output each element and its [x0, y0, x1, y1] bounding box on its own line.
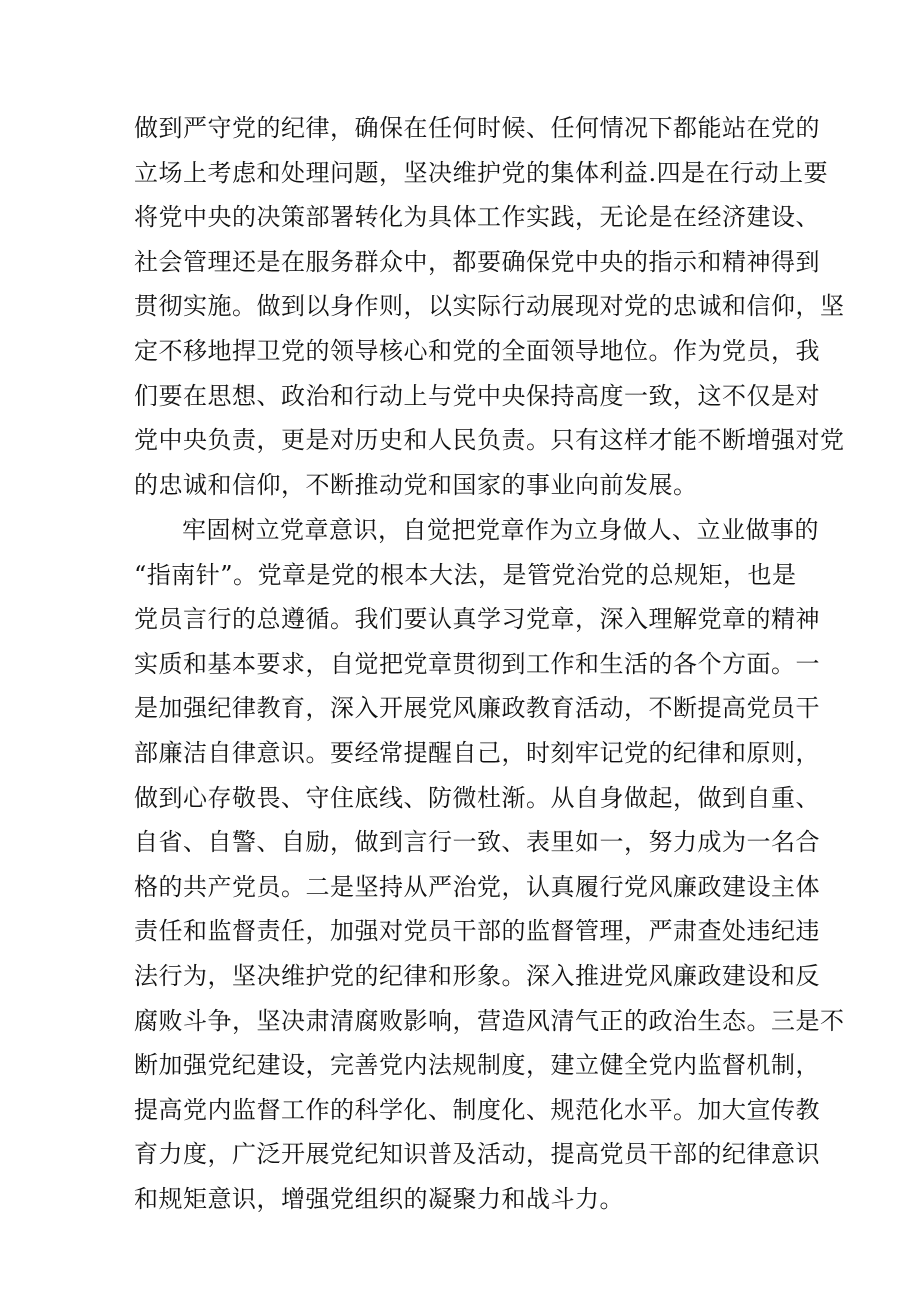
- paragraph-2-line: 牢固树立党章意识，自觉把党章作为立身做人、立业做事的: [182, 516, 819, 544]
- paragraph-2-line: 自省、自警、自励，做到言行一致、表里如一，努力成为一名合: [134, 828, 820, 857]
- paragraph-2-line: 党员言行的总遵循。我们要认真学习党章，深入理解党章的精神: [134, 605, 820, 634]
- paragraph-2-line: 提高党内监督工作的科学化、制度化、规范化水平。加大宣传教: [134, 1095, 820, 1124]
- paragraph-2-line: 实质和基本要求，自觉把党章贯彻到工作和生活的各个方面。一: [134, 649, 820, 678]
- paragraph-2-line: 法行为，坚决维护党的纪律和形象。深入推进党风廉政建设和反: [134, 961, 820, 990]
- paragraph-2-line: 断加强党纪建设，完善党内法规制度，建立健全党内监督机制，: [134, 1051, 820, 1080]
- paragraph-2-line: 腐败斗争，坚决肃清腐败影响，营造风清气正的政治生态。三是不: [134, 1006, 845, 1035]
- paragraph-1-line: 贯彻实施。做到以身作则，以实际行动展现对党的忠诚和信仰，坚: [134, 292, 845, 321]
- paragraph-2-line: 是加强纪律教育，深入开展党风廉政教育活动，不断提高党员干: [134, 694, 820, 723]
- paragraph-2-line: 部廉洁自律意识。要经常提醒自己，时刻牢记党的纪律和原则，: [134, 738, 820, 767]
- paragraph-1-line: 立场上考虑和处理问题，坚决维护党的集体利益.四是在行动上要: [134, 158, 829, 187]
- paragraph-1: [134, 106, 845, 507]
- paragraph-2-line: 和规矩意识，增强党组织的凝聚力和战斗力。: [134, 1184, 624, 1213]
- paragraph-1-line: 做到严守党的纪律，确保在任何时候、任何情况下都能站在党的: [134, 114, 820, 142]
- paragraph-2-line: 责任和监督责任，加强对党员干部的监督管理，严肃查处违纪违: [134, 917, 820, 946]
- paragraph-2-line: 做到心存敬畏、守住底线、防微杜渐。从自身做起，做到自重、: [134, 783, 820, 812]
- paragraph-1-line: 社会管理还是在服务群众中，都要确保党中央的指示和精神得到: [134, 247, 820, 276]
- paragraph-1-line: 将党中央的决策部署转化为具体工作实践，无论是在经济建设、: [134, 203, 820, 232]
- paragraph-1-line: 定不移地捍卫党的领导核心和党的全面领导地位。作为党员，我: [134, 336, 820, 365]
- paragraph-1-line: 们要在思想、政治和行动上与党中央保持高度一致，这不仅是对: [134, 381, 820, 410]
- paragraph-2: [134, 508, 845, 1222]
- paragraph-1-line: 党中央负责，更是对历史和人民负责。只有这样才能不断增强对党: [134, 426, 845, 455]
- paragraph-1-line: 的忠诚和信仰，不断推动党和国家的事业向前发展。: [134, 470, 698, 499]
- paragraph-2-line: 格的共产党员。二是坚持从严治党，认真履行党风廉政建设主体: [134, 872, 820, 901]
- paragraph-2-line: 育力度，广泛开展党纪知识普及活动，提高党员干部的纪律意识: [134, 1140, 820, 1169]
- paragraph-2-line: “指南针”。党章是党的根本大法，是管党治党的总规矩，也是: [134, 560, 797, 589]
